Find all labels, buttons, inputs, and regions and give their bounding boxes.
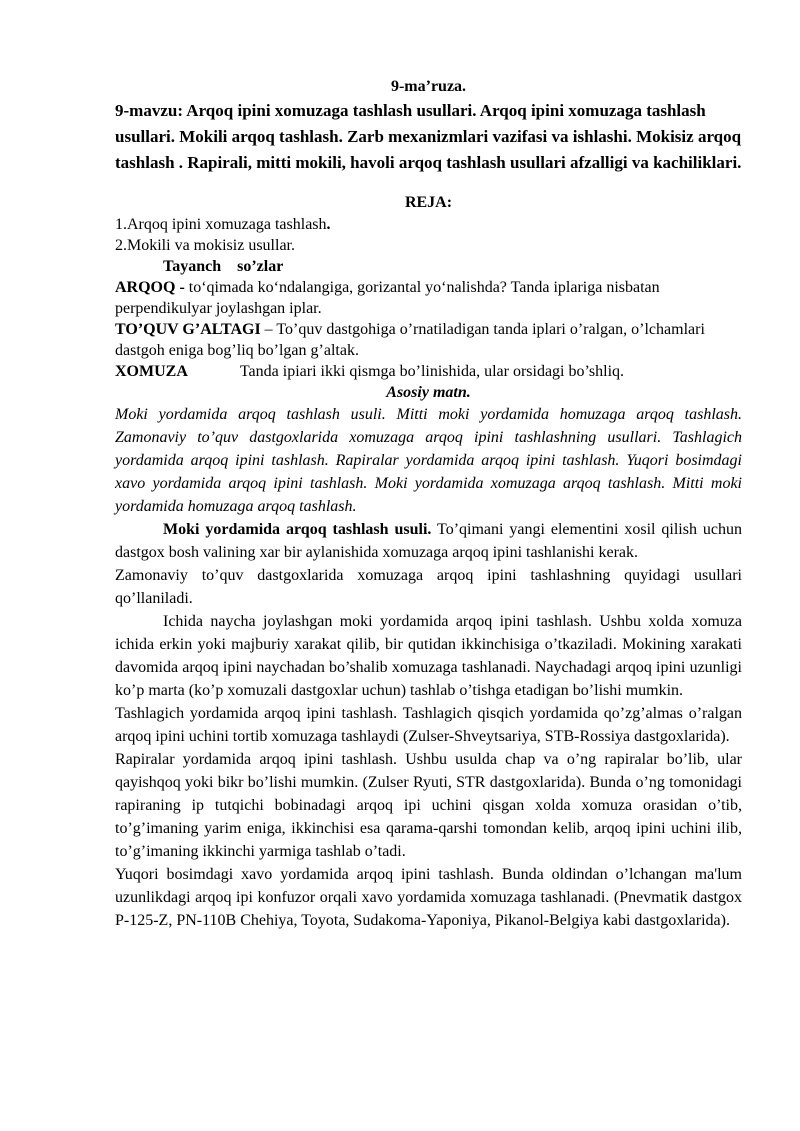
- body-paragraph: Rapiralar yordamida arqoq ipini tashlash. Ushbu usulda chap va o’ng rapiralar bo’lib, ular qayishqoq yoki bikr bo’lishi mumkin. (Zulser Ryuti, STR dastgoxlarida). Bunda o’ng tomonidagi rapiraning ip tutqichi bobinadagi arqoq ipi uchini qisgan xolda xomuza orasidan o’tib, to’g’imaning yarim eniga, ikkinchisi esa qarama-qarshi tomondan kelib, arqoq ipini uchini ilib, to’g’imaning ikkinchi yarmiga tashlab o’tadi.: [115, 751, 742, 860]
- keyword-term: ARQOQ -: [115, 279, 185, 296]
- topic-heading: 9-mavzu: Arqoq ipini xomuzaga tashlash usullari. Arqoq ipini xomuzaga tashlash usullari. Mokili arqoq tashlash. Zarb mexanizmlari vazifasi va ishlashi. Mokisiz arqoq tashlash . Rapirali, mitti mokili, havoli arqoq tashlash usullari afzalligi va kachiliklari.: [115, 101, 742, 172]
- body-paragraph: Ichida naycha joylashgan moki yordamida arqoq ipini tashlash. Ushbu xolda xomuza ichida erkin yoki majburiy xarakat qilib, bir qutidan ikkinchisiga o’tkaziladi. Mokining xarakati davomida arqoq ipini naychadan bo’shalib xomuzaga tashlanadi. Naychadagi arqoq ipini uzunligi ko’p marta (ko’p xomuzali dastgoxlar uchun) tashlab o’tishga etadigan bo’lishi mumkin.: [115, 613, 742, 699]
- plan-item-text: 1.Arqoq ipini xomuzaga tashlash: [115, 216, 327, 233]
- keyword-definition: Tanda ipiari ikki qismga bo’linishida, ular orsidagi bo’shliq.: [239, 363, 625, 380]
- keyword-definition: to‘qimada ko‘ndalangiga, gorizantal yo‘nalishda? Tanda iplariga nisbatan perpendikulyar joylashgan iplar.: [115, 279, 660, 317]
- keywords-title-a: Tayanch: [163, 258, 222, 275]
- keyword-entry: [115, 361, 742, 382]
- plan-item-text: 2.Mokili va mokisiz usullar.: [115, 237, 295, 254]
- keyword-term: XOMUZA: [115, 363, 188, 380]
- keywords-title: [115, 256, 742, 277]
- body-paragraph: Yuqori bosimdagi xavo yordamida arqoq ipini tashlash. Bunda oldindan o’lchangan ma'lum uzunlikdagi arqoq ipi konfuzor orqali xavo yordamida xomuzaga tashlanadi. (Pnevmatik dastgox P-125-Z, PN-110B Chehiya, Toyota, Sudakoma-Yaponiya, Pikanol-Belgiya kabi dastgoxlarida).: [115, 866, 742, 929]
- keyword-entry: [115, 319, 742, 361]
- body-paragraph: Tashlagich yordamida arqoq ipini tashlash. Tashlagich qisqich yordamida qo’zg’almas o’ralgan arqoq ipini uchini tortib xomuzaga tashlaydi (Zulser-Shveytsariya, STB-Rossiya dastgoxlarida).: [115, 705, 742, 745]
- section-heading: Moki yordamida arqoq tashlash usuli.: [163, 521, 432, 538]
- plan-title: REJA:: [404, 194, 453, 211]
- plan-item: [115, 214, 742, 235]
- plan-item-tail: .: [326, 216, 331, 233]
- keyword-entry: [115, 277, 742, 319]
- document-content: [115, 76, 742, 932]
- section-paragraph: [115, 518, 742, 564]
- main-text-title: Asosiy matn.: [386, 384, 471, 401]
- keywords-title-b: so’zlar: [237, 258, 284, 275]
- body-paragraph: Zamonaviy to’quv dastgoxlarida xomuzaga arqoq ipini tashlashning quyidagi usullari qo’llaniladi.: [115, 567, 742, 607]
- lecture-title: 9-ma’ruza.: [390, 78, 467, 95]
- plan-item: [115, 235, 742, 256]
- keyword-term: TO’QUV G’ALTAGI: [115, 321, 261, 338]
- main-intro: Moki yordamida arqoq tashlash usuli. Mitti moki yordamida homuzaga arqoq tashlash. Zamonaviy to’quv dastgoxlarida xomuzaga arqoq ipini tashlashning usullari. Tashlagich yordamida arqoq ipini tashlash. Rapiralar yordamida arqoq ipini tashlash. Yuqori bosimdagi xavo yordamida arqoq ipini tashlash. Moki yordamida xomuzaga arqoq tashlash. Mitti moki yordamida homuzaga arqoq tashlash.: [115, 406, 742, 515]
- section-text: To’qimani yangi elementini xosil qilish uchun dastgox bosh valining xar bir aylanishida xomuzaga arqoq ipini tashlanishi kerak.: [115, 521, 742, 561]
- keyword-definition: – To’quv dastgohiga o’rnatiladigan tanda iplari o’ralgan, o’lchamlari dastgoh eniga bog’liq bo’lgan g’altak.: [115, 321, 705, 359]
